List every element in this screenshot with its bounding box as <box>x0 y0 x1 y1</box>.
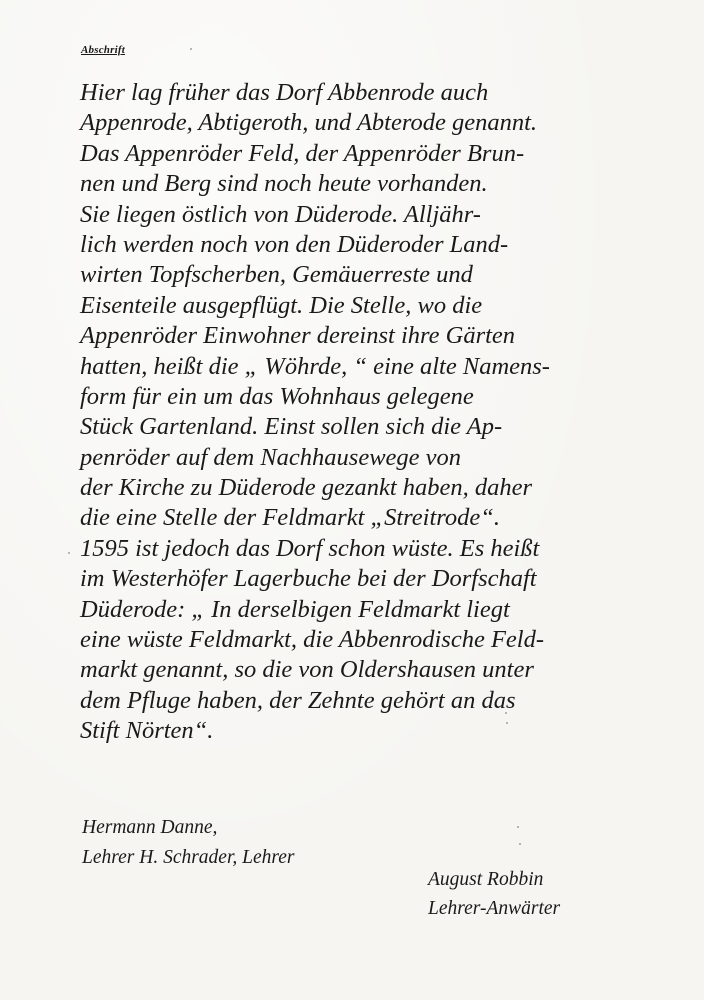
text-line: die eine Stelle der Feldmarkt „Streitrode“. <box>80 504 501 532</box>
text-line: eine wüste Feldmarkt, die Abbenrodische Feld- <box>80 626 545 654</box>
signature-name: Hermann Danne, <box>82 817 218 838</box>
text-line: wirten Topfscherben, Gemäuerreste und <box>80 261 473 289</box>
text-line: Stück Gartenland. Einst sollen sich die Ap- <box>80 413 503 441</box>
document-body <box>80 78 680 747</box>
document-heading: Abschrift <box>81 44 125 56</box>
text-line: 1595 ist jedoch das Dorf schon wüste. Es heißt <box>80 534 540 562</box>
text-line: Eisenteile ausgepflügt. Die Stelle, wo die <box>80 291 483 319</box>
text-line: Düderode: „ In derselbigen Feldmarkt liegt <box>80 595 510 623</box>
scan-speck <box>517 826 519 828</box>
text-line: lich werden noch von den Düderoder Land- <box>80 230 509 258</box>
scan-speck <box>519 843 521 845</box>
text-line: im Westerhöfer Lagerbuche bei der Dorfschaft <box>80 565 537 593</box>
signature-title: Lehrer-Anwärter <box>428 898 561 919</box>
text-line: Appenrode, Abtigeroth, und Abterode genannt. <box>80 109 538 137</box>
scan-speck <box>190 48 192 50</box>
text-line: der Kirche zu Düderode gezankt haben, daher <box>80 474 533 502</box>
text-line: Stift Nörten“. <box>80 717 214 745</box>
text-line: markt genannt, so die von Oldershausen unter <box>80 656 534 684</box>
signature-name: August Robbin <box>428 869 544 890</box>
text-line: Hier lag früher das Dorf Abbenrode auch <box>80 79 489 106</box>
text-line: nen und Berg sind noch heute vorhanden. <box>80 170 488 198</box>
signature-title: Lehrer H. Schrader, Lehrer <box>82 847 295 868</box>
text-line: penröder auf dem Nachhausewege von <box>80 443 462 471</box>
scan-speck <box>68 552 70 554</box>
signature-block-right <box>428 865 560 923</box>
text-line: Appenröder Einwohner dereinst ihre Gärten <box>80 322 516 350</box>
scan-speck <box>506 722 508 724</box>
signature-block-left <box>82 813 295 873</box>
text-line: Sie liegen östlich von Düderode. Alljähr- <box>80 200 481 228</box>
text-line: dem Pfluge haben, der Zehnte gehört an das <box>80 686 516 714</box>
text-line: hatten, heißt die „ Wöhrde, “ eine alte Namens- <box>80 352 550 380</box>
text-line: Das Appenröder Feld, der Appenröder Brun- <box>80 139 525 167</box>
scan-speck <box>505 712 507 714</box>
text-line: form für ein um das Wohnhaus gelegene <box>80 382 474 410</box>
